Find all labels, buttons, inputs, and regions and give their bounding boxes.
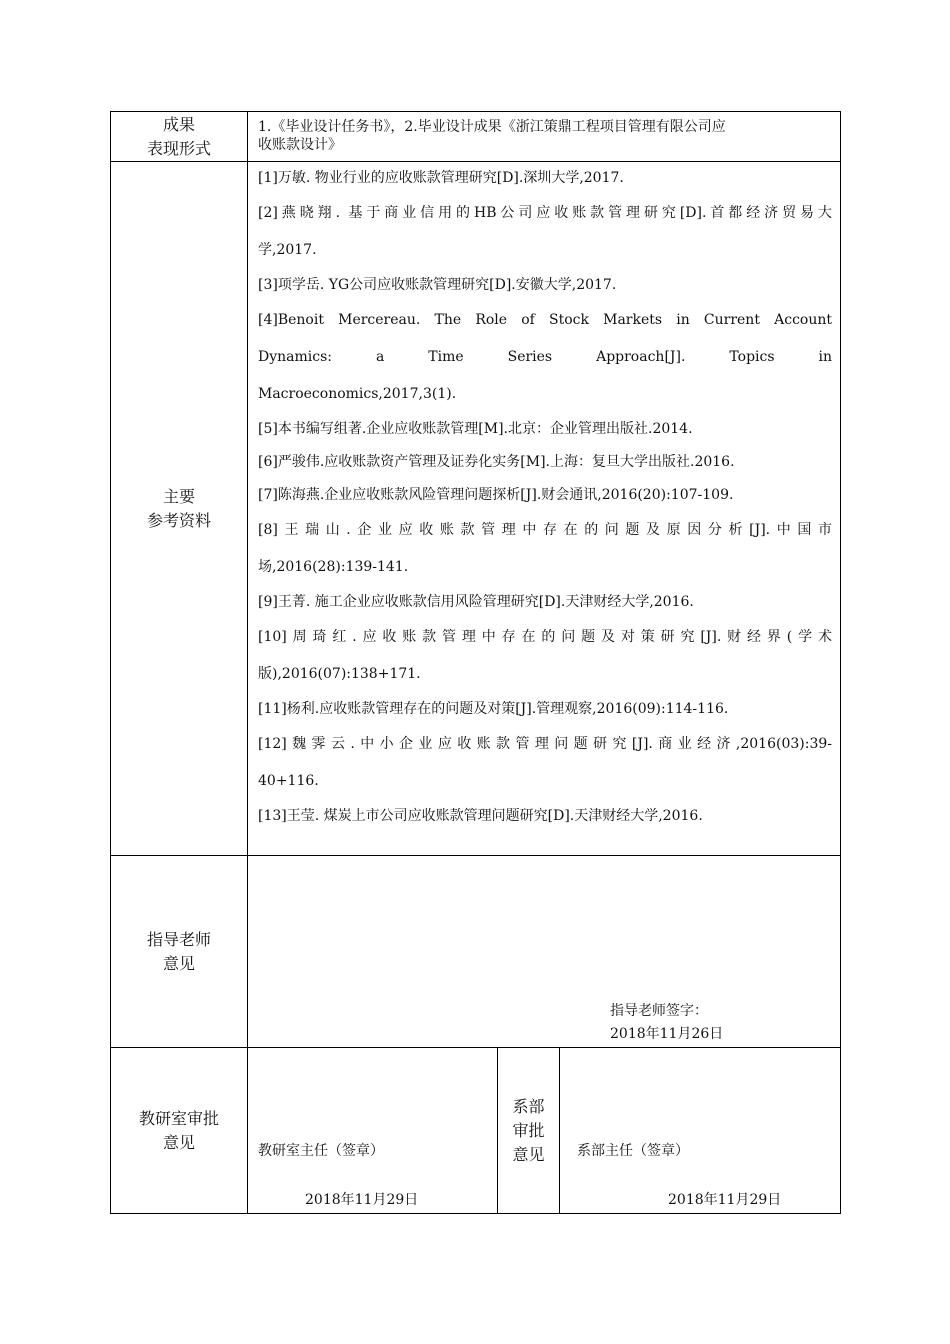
dept-approval-label-line3: 意见	[512, 1144, 545, 1164]
reference-line: Dynamics: a Time Series Approach[J]. Topics in	[258, 349, 832, 365]
references-label-line2: 参考资料	[146, 510, 211, 530]
reference-line: [5]本书编写组著.企业应收账款管理[M].北京：企业管理出版社.2014.	[258, 421, 693, 437]
references-list	[258, 162, 832, 833]
office-director-signature: 教研室主任（签章）	[258, 1143, 384, 1159]
reference-line: 学,2017.	[258, 242, 317, 258]
advisor-label-line2: 意见	[162, 953, 195, 973]
advisor-signature-label: 指导老师签字：	[610, 1003, 708, 1019]
reference-line: 场,2016(28):139-141.	[258, 559, 409, 575]
dept-approval-label-line2: 审批	[512, 1120, 545, 1140]
outcome-label-cell	[110, 111, 247, 161]
reference-line: [7]陈海燕.企业应收账款风险管理问题探析[J].财会通讯,2016(20):107-109.	[258, 487, 734, 503]
reference-line: [4]Benoit Mercereau. The Role of Stock Markets in Current Account	[258, 312, 832, 328]
outcome-content-line2: 收账款设计》	[258, 137, 342, 153]
advisor-label-line1: 指导老师	[146, 929, 211, 949]
reference-item	[258, 693, 832, 726]
outcome-label-line2: 表现形式	[146, 138, 211, 158]
reference-line: [9]王菁. 施工企业应收账款信用风险管理研究[D].天津财经大学,2016.	[258, 594, 694, 610]
reference-item	[258, 726, 832, 800]
reference-line: [12]魏霁云.中小企业应收账款管理问题研究[J].商业经济,2016(03):39-	[258, 736, 832, 752]
reference-line: Macroeconomics,2017,3(1).	[258, 386, 457, 402]
reference-line: [2]燕晓翔. 基于商业信用的HB公司应收账款管理研究[D].首都经济贸易大	[258, 205, 832, 221]
reference-item	[258, 269, 832, 302]
references-label-line1: 主要	[162, 486, 195, 506]
advisor-opinion-cell	[247, 855, 841, 1047]
advisor-label-cell	[110, 855, 247, 1047]
outcome-content-line1: 1.《毕业设计任务书》，2.毕业设计成果《浙江策鼎工程项目管理有限公司应	[258, 119, 726, 135]
outcome-content-cell	[247, 111, 841, 161]
office-approval-label-line2: 意见	[162, 1132, 195, 1152]
references-list-cell	[247, 161, 841, 855]
office-approval-cell	[247, 1047, 497, 1214]
dept-approval-cell	[559, 1047, 841, 1214]
dept-approval-label-line1: 系部	[512, 1096, 545, 1116]
reference-item	[258, 619, 832, 693]
references-label-cell	[110, 161, 247, 855]
reference-item	[258, 800, 832, 833]
office-approval-date: 2018年11月29日	[305, 1192, 419, 1208]
advisor-date: 2018年11月26日	[610, 1026, 724, 1042]
reference-line: [8]王瑞山.企业应收账款管理中存在的问题及原因分析[J].中国市	[258, 522, 832, 538]
office-approval-label-cell	[110, 1047, 247, 1214]
reference-line: 版),2016(07):138+171.	[258, 666, 421, 682]
dept-director-signature: 系部主任（签章）	[577, 1143, 689, 1159]
reference-line: [13]王莹. 煤炭上市公司应收账款管理问题研究[D].天津财经大学,2016.	[258, 808, 703, 824]
reference-item	[258, 479, 832, 512]
reference-item	[258, 512, 832, 586]
reference-item	[258, 162, 832, 195]
office-approval-label-line1: 教研室审批	[138, 1108, 219, 1128]
reference-line: [3]项学岳. YG公司应收账款管理研究[D].安徽大学,2017.	[258, 277, 617, 293]
reference-item	[258, 446, 832, 479]
reference-line: [10]周琦红.应收账款管理中存在的问题及对策研究[J].财经界(学术	[258, 629, 832, 645]
reference-item	[258, 586, 832, 619]
reference-line: [6]严骏伟.应收账款资产管理及证券化实务[M].上海：复旦大学出版社.2016.	[258, 454, 735, 470]
reference-item	[258, 413, 832, 446]
reference-line: 40+116.	[258, 773, 319, 789]
reference-item	[258, 302, 832, 413]
dept-approval-label-cell	[497, 1047, 559, 1214]
reference-line: [11]杨利.应收账款管理存在的问题及对策[J].管理观察,2016(09):114-116.	[258, 701, 729, 717]
reference-line: [1]万敏. 物业行业的应收账款管理研究[D].深圳大学,2017.	[258, 170, 624, 186]
outcome-label-line1: 成果	[162, 114, 195, 134]
dept-approval-date: 2018年11月29日	[668, 1192, 782, 1208]
reference-item	[258, 195, 832, 269]
